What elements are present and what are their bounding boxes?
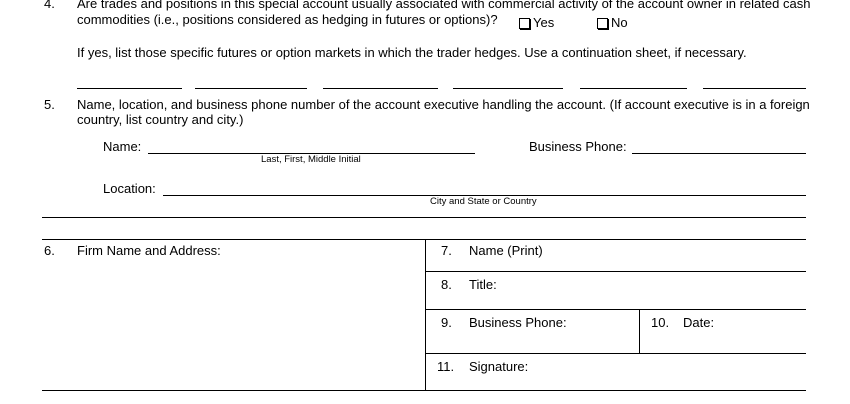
print-name-field[interactable] (426, 271, 806, 272)
hedge-market-field-5[interactable] (580, 88, 687, 89)
print-name-label: Name (Print) (469, 243, 543, 258)
q5-question-line2: country, list country and city.) (77, 112, 244, 127)
q6-number: 6. (44, 243, 55, 258)
location-label: Location: (103, 181, 156, 196)
name-field-hint: Last, First, Middle Initial (261, 154, 361, 165)
business-phone-label: Business Phone: (469, 315, 567, 330)
title-field[interactable] (426, 309, 806, 310)
q9-number: 9. (441, 315, 452, 330)
hedge-market-field-3[interactable] (323, 88, 438, 89)
q4-question-line1: Are trades and positions in this special account usually associated with commercial activity of the account owner in related cash (77, 0, 811, 11)
q10-number: 10. (651, 315, 670, 330)
q11-number: 11. (437, 359, 455, 374)
section-divider (42, 217, 806, 218)
hedge-market-field-2[interactable] (195, 88, 307, 89)
title-label: Title: (469, 277, 497, 292)
signature-section-top-rule (42, 239, 806, 240)
firm-name-address-field[interactable] (44, 260, 419, 385)
column-divider (425, 239, 426, 390)
account-executive-phone-label: Business Phone: (529, 139, 627, 154)
phone-date-divider (639, 309, 640, 353)
location-field-hint: City and State or Country (430, 196, 537, 207)
q4-number: 4. (44, 0, 55, 11)
no-label: No (611, 15, 628, 30)
q5-number: 5. (44, 97, 55, 112)
q4-question-line2: commodities (i.e., positions considered as hedging in futures or options)? (77, 12, 498, 27)
no-checkbox[interactable] (597, 18, 608, 29)
yes-label: Yes (533, 15, 555, 30)
date-label: Date: (683, 315, 715, 330)
hedge-market-field-1[interactable] (77, 88, 182, 89)
hedge-market-field-6[interactable] (703, 88, 806, 89)
q8-number: 8. (441, 277, 452, 292)
hedge-market-field-4[interactable] (453, 88, 563, 89)
signature-label: Signature: (469, 359, 529, 374)
q7-number: 7. (441, 243, 452, 258)
account-executive-name-label: Name: (103, 139, 142, 154)
q4-instruction: If yes, list those specific futures or option markets in which the trader hedges. Use a continuation sheet, if necessary. (77, 45, 747, 60)
phone-date-field[interactable] (426, 353, 806, 354)
yes-checkbox[interactable] (519, 18, 530, 29)
firm-name-address-label: Firm Name and Address: (77, 243, 221, 258)
account-executive-phone-field[interactable] (632, 153, 806, 154)
q5-question-line1: Name, location, and business phone number of the account executive handling the account. (If account executive is in a foreign (77, 97, 810, 112)
form-bottom-rule (42, 390, 806, 391)
